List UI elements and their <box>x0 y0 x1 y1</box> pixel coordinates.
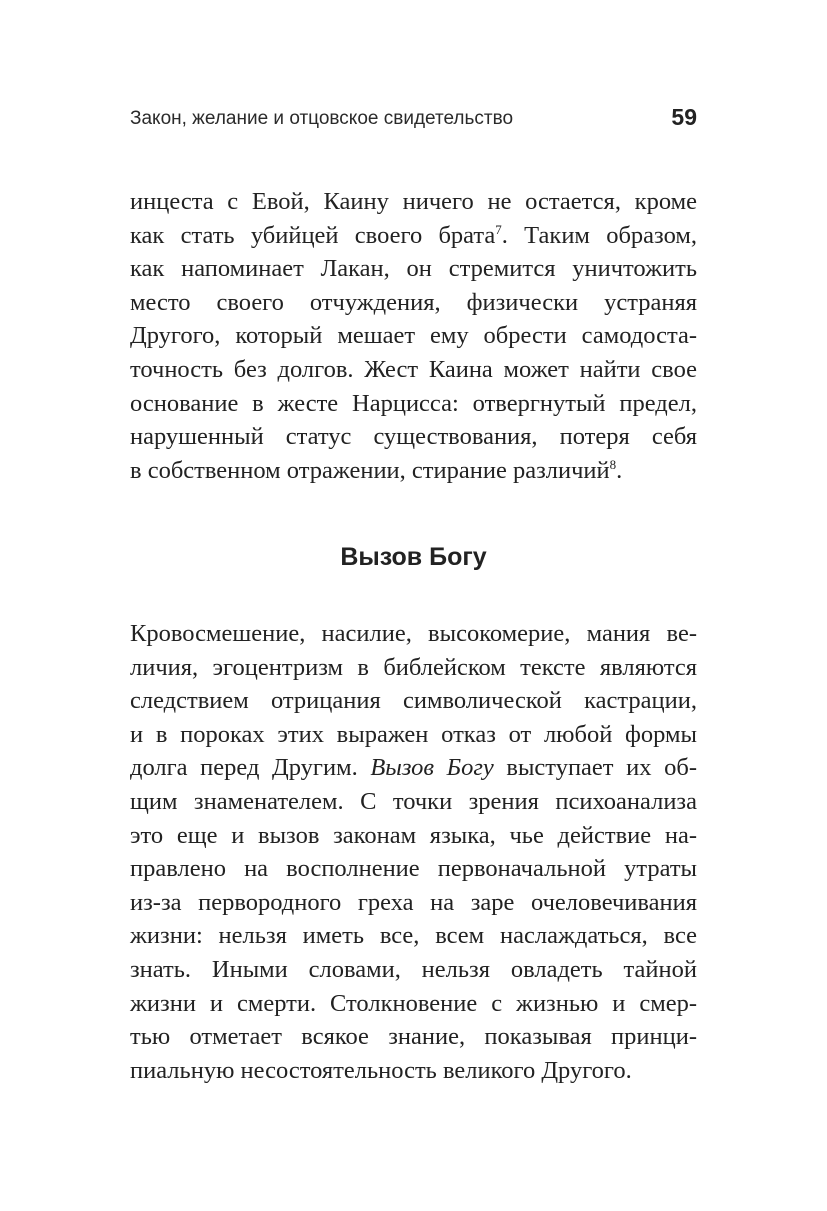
text-line: Кровосмешение, насилие, высокомерие, мания ве- <box>130 620 697 647</box>
text-span: . <box>616 456 623 484</box>
text-line: инцеста с Евой, Каину ничего не остается, кроме <box>130 188 697 215</box>
text-span: долга перед Другим. <box>130 754 358 782</box>
section-heading: Вызов Богу <box>340 543 487 571</box>
text-line: пиальную несостоятельность великого Другого. <box>130 1056 632 1084</box>
paragraph-1 <box>130 185 697 487</box>
text-line: из-за первородного греха на заре очеловечивания <box>130 888 697 916</box>
page-number: 59 <box>671 104 697 130</box>
text-line: точность без долгов. Жест Каина может найти свое <box>130 355 697 383</box>
emphasis-text: Вызов Богу <box>370 754 494 782</box>
text-line <box>130 219 697 253</box>
text-line: это еще и вызов законам языка, чье действие на- <box>130 821 697 849</box>
text-line: нарушенный статус существования, потеря себя <box>130 423 697 451</box>
text-line: и в пороках этих выражен отказ от любой формы <box>130 720 697 748</box>
text-line: правлено на восполнение первоначальной утраты <box>130 855 697 883</box>
text-line: знать. Иными словами, нельзя овладеть тайной <box>130 955 697 983</box>
text-span: . Таким образом, <box>501 221 697 249</box>
text-line <box>130 454 697 488</box>
footnote-ref-7: 7 <box>495 221 502 237</box>
text-span: выступает их об- <box>506 754 697 782</box>
text-span: в собственном отражении, стирание различий <box>130 456 610 484</box>
text-line: основание в жесте Нарцисса: отвергнутый предел, <box>130 389 697 417</box>
text-line: жизни и смерти. Столкновение с жизнью и смер- <box>130 989 697 1017</box>
text-line: тью отметает всякое знание, показывая принци- <box>130 1023 697 1051</box>
paragraph-2 <box>130 617 697 1087</box>
running-head: Закон, желание и отцовское свидетельство <box>130 108 514 129</box>
text-line: как напоминает Лакан, он стремится уничтожить <box>130 255 697 283</box>
text-line: место своего отчуждения, физически устраняя <box>130 288 697 316</box>
text-line: личия, эгоцентризм в библейском тексте являются <box>130 653 697 681</box>
text-line: щим знаменателем. С точки зрения психоанализа <box>130 787 697 815</box>
text-line: Другого, который мешает ему обрести самодоста- <box>130 322 697 350</box>
text-span: как стать убийцей своего брата <box>130 221 496 249</box>
text-line: следствием отрицания символической кастрации, <box>130 687 697 715</box>
footnote-ref-8: 8 <box>609 456 617 472</box>
text-line <box>130 751 697 785</box>
text-line: жизни: нельзя иметь все, всем наслаждаться, все <box>130 922 697 950</box>
